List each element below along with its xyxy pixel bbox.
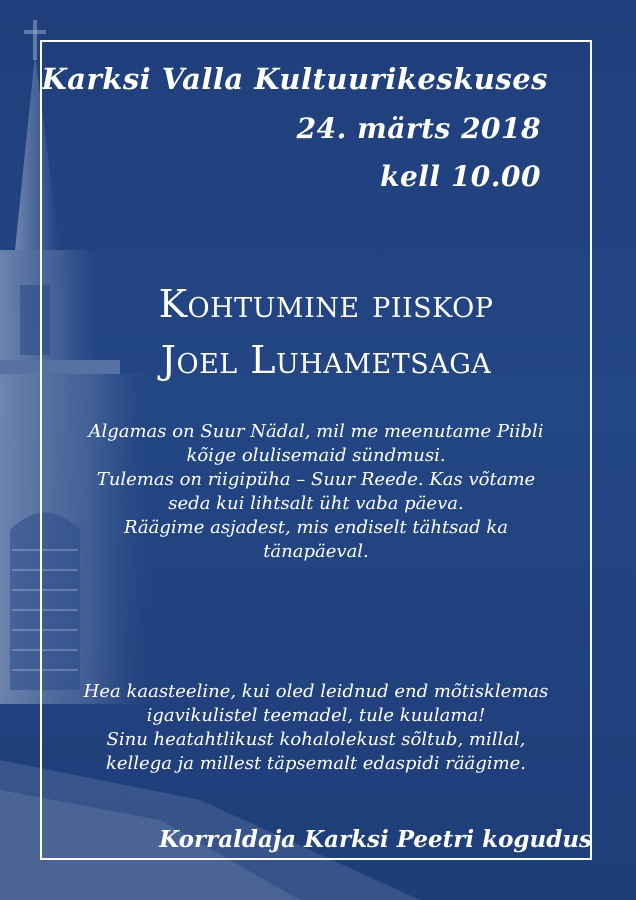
intro-line: seda kui lihtsalt üht vaba päeva.: [168, 493, 464, 514]
invitation-line: Hea kaasteeline, kui oled leidnud end mõtisklemas: [83, 681, 549, 702]
event-title-line-2: Joel Luhametsaga: [160, 338, 492, 382]
invitation-line: kellega ja millest täpsemalt edaspidi räägime.: [105, 753, 527, 774]
event-time: kell 10.00: [380, 160, 541, 193]
organizer-signature: Korraldaja Karksi Peetri kogudus: [159, 826, 592, 853]
invitation-paragraph: [40, 680, 592, 776]
event-title-line-1: Kohtumine piiskop: [158, 282, 494, 326]
event-date: 24. märts 2018: [296, 112, 541, 145]
intro-paragraph: [40, 420, 592, 564]
intro-line: kõige olulisemaid sündmusi.: [186, 445, 446, 466]
invitation-line: Sinu heatahtlikust kohalolekust sõltub, millal,: [106, 729, 526, 750]
intro-line: Tulemas on riigipüha – Suur Reede. Kas võtame: [96, 469, 536, 490]
invitation-line: igavikulistel teemadel, tule kuulama!: [146, 705, 486, 726]
intro-line: Räägime asjadest, mis endiselt tähtsad ka: [123, 517, 509, 538]
intro-line: Algamas on Suur Nädal, mil me meenutame Piibli: [88, 421, 544, 442]
venue-heading: Karksi Valla Kultuurikeskuses: [41, 62, 548, 96]
intro-line: tänapäeval.: [263, 541, 369, 562]
